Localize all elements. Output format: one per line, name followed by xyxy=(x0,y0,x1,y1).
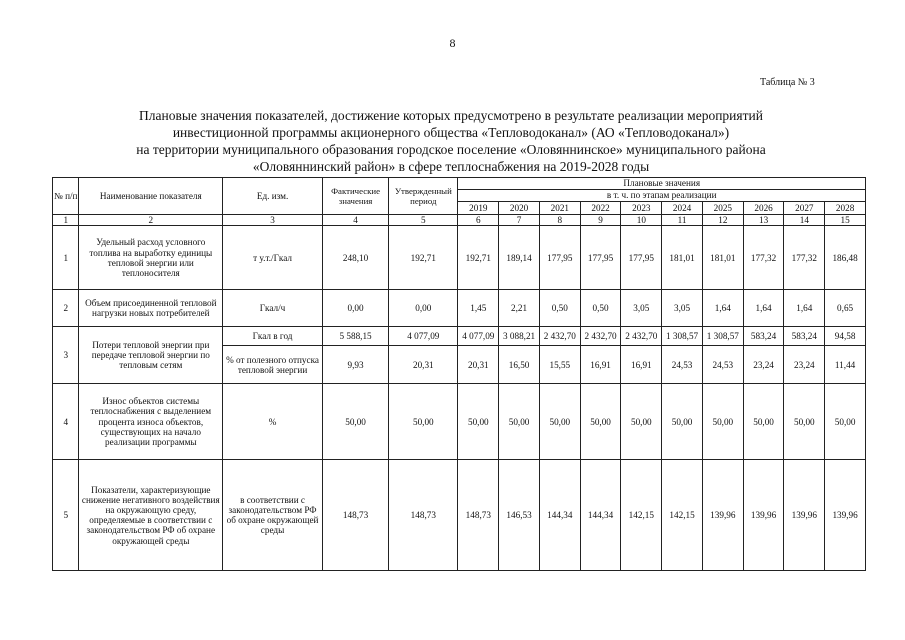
col-number: 8 xyxy=(539,215,580,226)
row-value: 2 432,70 xyxy=(580,327,621,346)
row-value: 50,00 xyxy=(662,384,703,460)
col-number: 6 xyxy=(458,215,499,226)
row-value: 2,21 xyxy=(499,290,540,327)
row-unit: % xyxy=(223,384,323,460)
row-value: 177,95 xyxy=(621,226,662,290)
header-year: 2024 xyxy=(662,202,703,215)
title-line: инвестиционной программы акционерного общества «Тепловодоканал» (АО «Тепловодоканал») xyxy=(172,125,730,140)
header-year: 2027 xyxy=(784,202,825,215)
row-actual: 248,10 xyxy=(322,226,388,290)
header-year: 2019 xyxy=(458,202,499,215)
row-value: 50,00 xyxy=(702,384,743,460)
row-approved: 20,31 xyxy=(389,346,458,384)
row-unit: % от полезного отпуска тепловой энергии xyxy=(223,346,323,384)
row-approved: 50,00 xyxy=(389,384,458,460)
header-year: 2026 xyxy=(743,202,784,215)
header-actual: Фактические значения xyxy=(322,178,388,215)
row-value: 2 432,70 xyxy=(539,327,580,346)
row-value: 50,00 xyxy=(580,384,621,460)
row-value: 16,50 xyxy=(499,346,540,384)
row-unit: в соответствии с законодательством РФ об охране окружающей среды xyxy=(223,460,323,571)
row-value: 144,34 xyxy=(539,460,580,571)
table-row xyxy=(53,327,866,346)
row-value: 177,32 xyxy=(784,226,825,290)
table-row xyxy=(53,226,866,290)
col-number: 3 xyxy=(223,215,323,226)
row-value: 583,24 xyxy=(784,327,825,346)
col-number: 15 xyxy=(825,215,866,226)
row-actual: 148,73 xyxy=(322,460,388,571)
header-stages: в т. ч. по этапам реализации xyxy=(458,190,866,202)
row-value: 50,00 xyxy=(499,384,540,460)
row-value: 15,55 xyxy=(539,346,580,384)
header-year: 2020 xyxy=(499,202,540,215)
header-year: 2021 xyxy=(539,202,580,215)
col-number: 12 xyxy=(702,215,743,226)
row-value: 1 308,57 xyxy=(702,327,743,346)
col-number: 4 xyxy=(322,215,388,226)
header-num: № п/п xyxy=(53,178,79,215)
row-value: 0,50 xyxy=(539,290,580,327)
col-number: 14 xyxy=(784,215,825,226)
table-row xyxy=(53,384,866,460)
col-number: 11 xyxy=(662,215,703,226)
row-value: 2 432,70 xyxy=(621,327,662,346)
header-planned: Плановые значения xyxy=(458,178,866,190)
row-value: 146,53 xyxy=(499,460,540,571)
row-value: 583,24 xyxy=(743,327,784,346)
table-row xyxy=(53,290,866,327)
column-number-row xyxy=(53,215,866,226)
header-name: Наименование показателя xyxy=(79,178,223,215)
row-value: 94,58 xyxy=(825,327,866,346)
row-unit: т у.т./Гкал xyxy=(223,226,323,290)
row-approved: 0,00 xyxy=(389,290,458,327)
table-row xyxy=(53,460,866,571)
row-value: 23,24 xyxy=(743,346,784,384)
col-number: 10 xyxy=(621,215,662,226)
row-actual: 50,00 xyxy=(322,384,388,460)
row-value: 20,31 xyxy=(458,346,499,384)
row-value: 50,00 xyxy=(784,384,825,460)
row-value: 139,96 xyxy=(784,460,825,571)
row-value: 186,48 xyxy=(825,226,866,290)
row-unit: Гкал в год xyxy=(223,327,323,346)
title-line: «Оловяннинский район» в сфере теплоснабжения на 2019-2028 годы xyxy=(252,159,650,174)
header-year: 2028 xyxy=(825,202,866,215)
row-value: 181,01 xyxy=(702,226,743,290)
col-number: 2 xyxy=(79,215,223,226)
row-value: 4 077,09 xyxy=(458,327,499,346)
row-name: Удельный расход условного топлива на выработку единицы тепловой энергии или теплоносителя xyxy=(79,226,223,290)
row-actual: 0,00 xyxy=(322,290,388,327)
row-value: 24,53 xyxy=(702,346,743,384)
row-num: 3 xyxy=(53,327,79,384)
row-value: 139,96 xyxy=(825,460,866,571)
row-value: 144,34 xyxy=(580,460,621,571)
row-value: 24,53 xyxy=(662,346,703,384)
row-value: 1,64 xyxy=(702,290,743,327)
row-value: 1,64 xyxy=(784,290,825,327)
indicators-table xyxy=(52,177,866,571)
row-value: 1,64 xyxy=(743,290,784,327)
row-value: 192,71 xyxy=(458,226,499,290)
col-number: 1 xyxy=(53,215,79,226)
row-value: 3,05 xyxy=(621,290,662,327)
row-value: 142,15 xyxy=(621,460,662,571)
row-value: 0,50 xyxy=(580,290,621,327)
title-line: на территории муниципального образования городское поселение «Оловяннинское» муниципального района xyxy=(136,142,766,157)
row-value: 16,91 xyxy=(621,346,662,384)
row-value: 50,00 xyxy=(825,384,866,460)
row-value: 177,95 xyxy=(539,226,580,290)
table-label: Таблица № 3 xyxy=(760,77,815,88)
row-name: Потери тепловой энергии при передаче тепловой энергии по тепловым сетям xyxy=(79,327,223,384)
row-value: 148,73 xyxy=(458,460,499,571)
row-value: 181,01 xyxy=(662,226,703,290)
row-name: Износ объектов системы теплоснабжения с выделением процента износа объектов, существующих на начало реализации программы xyxy=(79,384,223,460)
row-num: 4 xyxy=(53,384,79,460)
row-approved: 4 077,09 xyxy=(389,327,458,346)
col-number: 5 xyxy=(389,215,458,226)
col-number: 9 xyxy=(580,215,621,226)
header-year: 2023 xyxy=(621,202,662,215)
row-value: 142,15 xyxy=(662,460,703,571)
header-year: 2025 xyxy=(702,202,743,215)
row-value: 23,24 xyxy=(784,346,825,384)
header-unit: Ед. изм. xyxy=(223,178,323,215)
row-value: 139,96 xyxy=(743,460,784,571)
row-value: 1,45 xyxy=(458,290,499,327)
page-number: 8 xyxy=(449,36,456,50)
document-title xyxy=(52,107,850,175)
row-value: 1 308,57 xyxy=(662,327,703,346)
row-value: 50,00 xyxy=(743,384,784,460)
row-num: 5 xyxy=(53,460,79,571)
row-value: 50,00 xyxy=(621,384,662,460)
title-line: Плановые значения показателей, достижение которых предусмотрено в результате реализации мероприятий xyxy=(139,108,763,123)
row-value: 177,32 xyxy=(743,226,784,290)
row-value: 0,65 xyxy=(825,290,866,327)
row-name: Объем присоединенной тепловой нагрузки новых потребителей xyxy=(79,290,223,327)
col-number: 13 xyxy=(743,215,784,226)
row-num: 2 xyxy=(53,290,79,327)
row-value: 50,00 xyxy=(539,384,580,460)
col-number: 7 xyxy=(499,215,540,226)
header-year: 2022 xyxy=(580,202,621,215)
row-value: 189,14 xyxy=(499,226,540,290)
header-approved: Утвержденный период xyxy=(389,178,458,215)
row-value: 16,91 xyxy=(580,346,621,384)
row-unit: Гкал/ч xyxy=(223,290,323,327)
row-value: 3,05 xyxy=(662,290,703,327)
row-approved: 192,71 xyxy=(389,226,458,290)
row-value: 177,95 xyxy=(580,226,621,290)
row-name: Показатели, характеризующие снижение негативного воздействия на окружающую среду, определяемые в соответствии с законодательством РФ об охране окружающей среды xyxy=(79,460,223,571)
row-value: 139,96 xyxy=(702,460,743,571)
row-actual: 5 588,15 xyxy=(322,327,388,346)
row-approved: 148,73 xyxy=(389,460,458,571)
row-actual: 9,93 xyxy=(322,346,388,384)
row-num: 1 xyxy=(53,226,79,290)
row-value: 11,44 xyxy=(825,346,866,384)
row-value: 3 088,21 xyxy=(499,327,540,346)
row-value: 50,00 xyxy=(458,384,499,460)
